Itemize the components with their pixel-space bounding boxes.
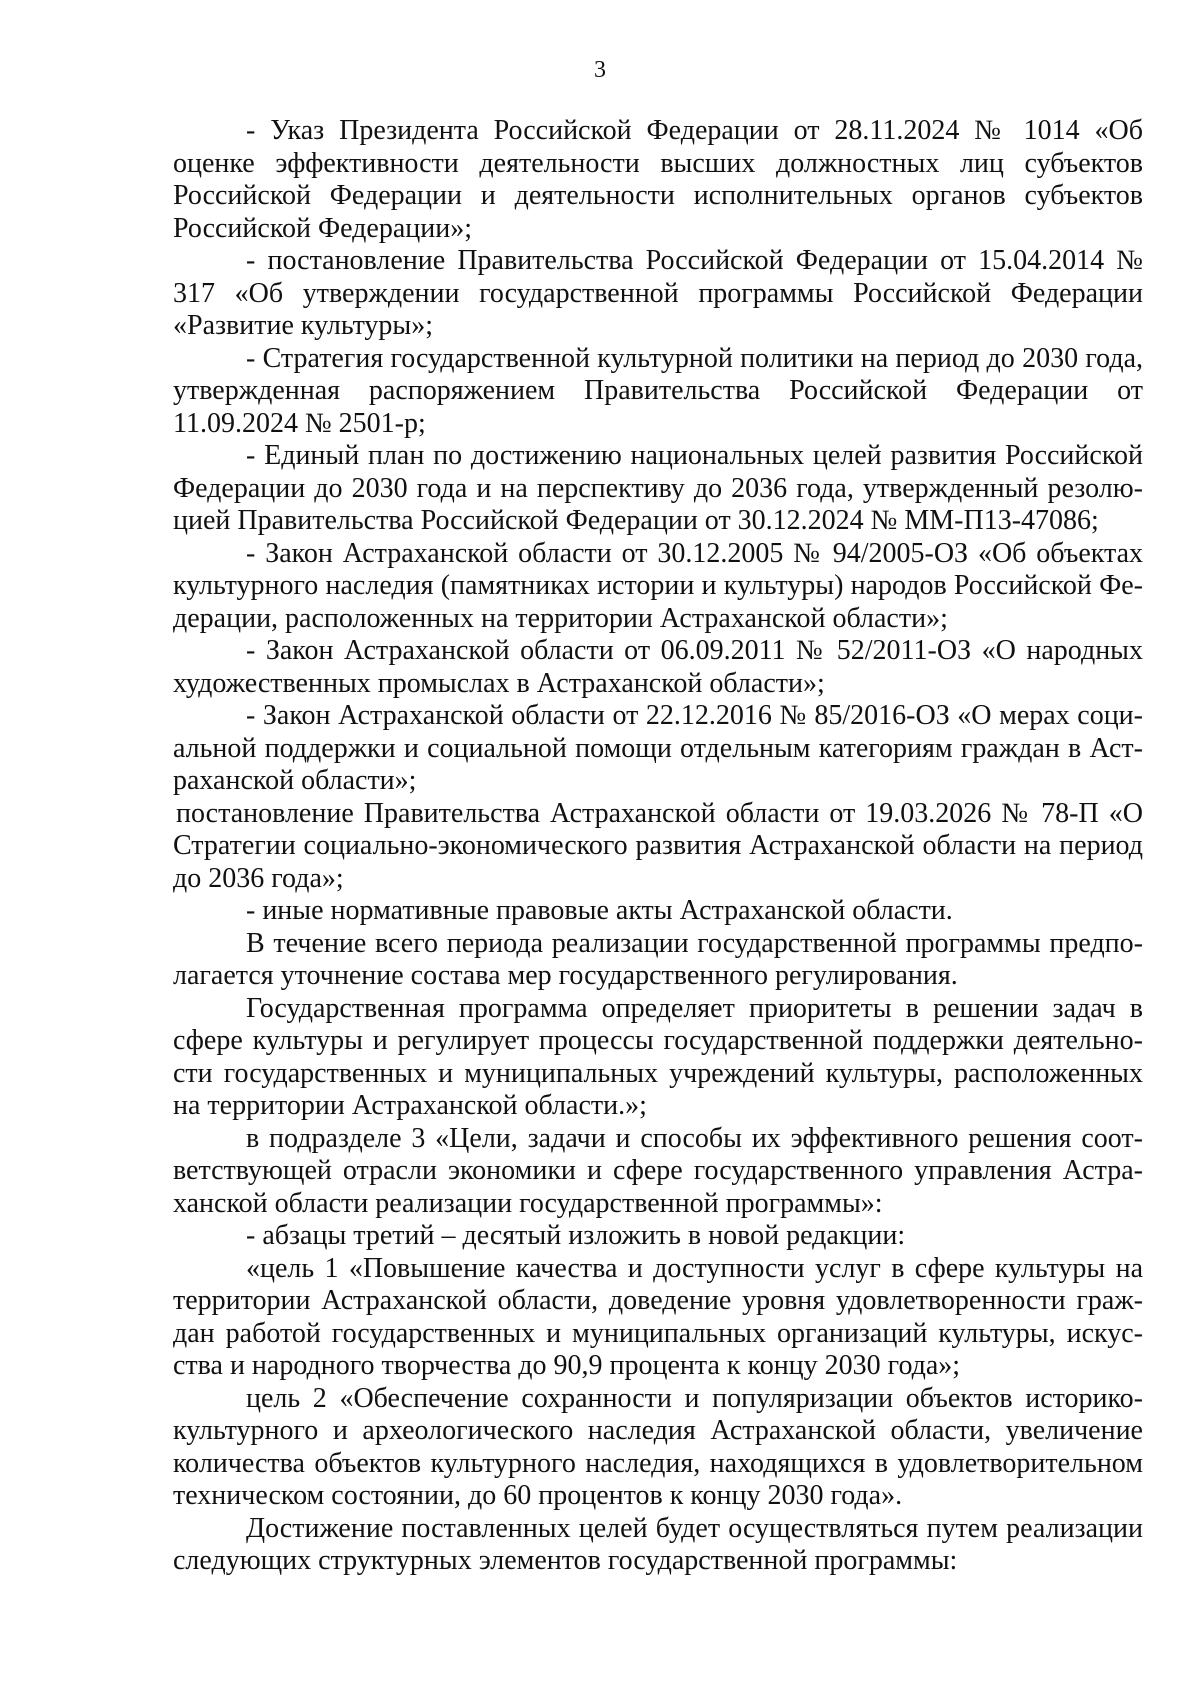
paragraph-resolution-government-rf: - постановление Правительства Российской Федерации от 15.04.2014 № 317 «Об утверждении государственной программы Российской Федерации «Развитие культуры»; — [173, 245, 1143, 341]
paragraph-law-social-support: - Закон Астраханской области от 22.12.2016 № 85/2016-ОЗ «О мерах социальной поддержки и социальной помощи отдельным категориям граждан в Астраханской области»; — [173, 700, 1143, 796]
paragraph-regulation-measures: В течение всего периода реализации государственной программы предполагается уточнение состава мер государственного регулирования. — [173, 927, 1143, 991]
paragraph-resolution-regional-strategy: постановление Правительства Астраханской области от 19.03.2026 № 78-П «О Стратегии социально-экономического развития Астраханской области на период до 2036 года»; — [173, 797, 1143, 894]
paragraph-other-acts: - иные нормативные правовые акты Астраханской области. — [246, 895, 953, 926]
paragraph-unified-plan: - Единый план по достижению национальных целей развития Российской Федерации до 2030 года и на перспективу до 2036 года, утвержденный резолюцией Правительства Российской Федерации от 30.12.2024 № ММ-П13-47086; — [173, 440, 1143, 536]
paragraph-cultural-policy-strategy: - Стратегия государственной культурной политики на период до 2030 года, утвержденная распоряжением Правительства Российской Федерации от 11.09.2024 № 2501-р; — [173, 342, 1143, 439]
paragraph-goal-2: цель 2 «Обеспечение сохранности и популяризации объектов историко-культурного и археологического наследия Астраханской области, увеличение количества объектов культурного наследия, находящихся в удовлетворительном техническом состоянии, до 60 процентов к концу 2030 года». — [173, 1382, 1143, 1511]
page-number: 3 — [594, 57, 606, 83]
paragraph-law-folk-crafts: - Закон Астраханской области от 06.09.2011 № 52/2011-ОЗ «О народных художественных промыслах в Астраханской области»; — [173, 635, 1143, 699]
paragraph-law-cultural-heritage: - Закон Астраханской области от 30.12.2005 № 94/2005-ОЗ «Об объектах культурного наследия (памятниках истории и культуры) народов Российской Федерации, расположенных на территории Астраханской области»; — [173, 537, 1143, 634]
paragraph-new-edition: - абзацы третий – десятый изложить в новой редакции: — [246, 1220, 906, 1251]
paragraph-achievement: Достижение поставленных целей будет осуществляться путем реализации следующих структурных элементов государственной программы: — [173, 1512, 1143, 1576]
paragraph-goal-1: «цель 1 «Повышение качества и доступности услуг в сфере культуры на территории Астраханской области, доведение уровня удовлетворенности граждан работой государственных и муниципальных организаций культуры, искусства и народного творчества до 90,9 процента к концу 2030 года»; — [173, 1252, 1143, 1381]
paragraph-decree-president: - Указ Президента Российской Федерации от 28.11.2024 № 1014 «Об оценке эффективности деятельности высших должностных лиц субъектов Российской Федерации и деятельности исполнительных органов субъектов Российской Федерации»; — [173, 115, 1143, 244]
paragraph-subsection-3: в подразделе 3 «Цели, задачи и способы их эффективного решения соответствующей отрасли экономики и сфере государственного управления Астраханской области реализации государственной программы»: — [173, 1122, 1143, 1219]
document-body — [173, 115, 1143, 1578]
paragraph-program-priorities: Государственная программа определяет приоритеты в решении задач в сфере культуры и регулирует процессы государственной поддержки деятельности государственных и муниципальных учреждений культуры, расположенных на территории Астраханской области.»; — [173, 992, 1143, 1121]
